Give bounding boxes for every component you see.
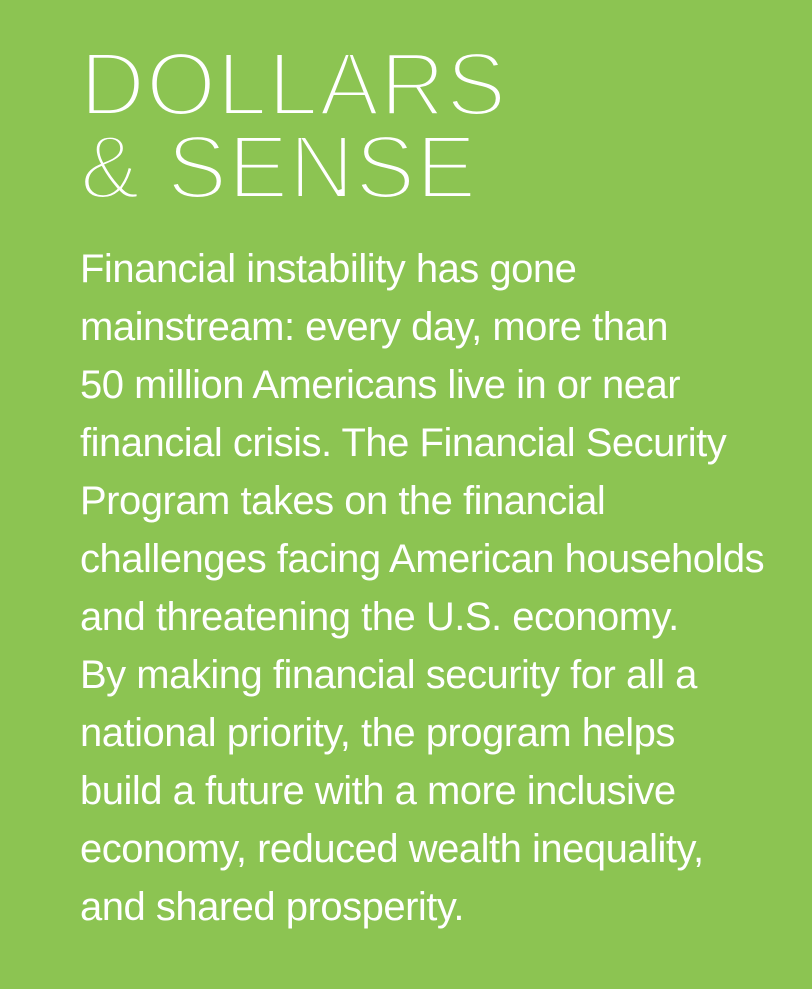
intro-paragraph: [80, 240, 765, 936]
paragraph-line: economy, reduced wealth inequality,: [80, 827, 704, 871]
paragraph-line: By making financial security for all a: [80, 653, 697, 697]
title-line-2: & SENSE: [80, 118, 478, 218]
paragraph-line: 50 million Americans live in or near: [80, 363, 681, 407]
paragraph-line: and shared prosperity.: [80, 885, 465, 929]
paragraph-line: and threatening the U.S. economy.: [80, 595, 679, 639]
paragraph-line: build a future with a more inclusive: [80, 769, 676, 813]
paragraph-line: Financial instability has gone: [80, 247, 577, 291]
page-title: [80, 35, 762, 218]
paragraph-line: Program takes on the financial: [80, 479, 606, 523]
paragraph-line: national priority, the program helps: [80, 711, 675, 755]
paragraph-line: financial crisis. The Financial Security: [80, 421, 727, 465]
paragraph-line: mainstream: every day, more than: [80, 305, 668, 349]
title-line-1: DOLLARS: [80, 35, 508, 135]
paragraph-line: challenges facing American households: [80, 537, 765, 581]
